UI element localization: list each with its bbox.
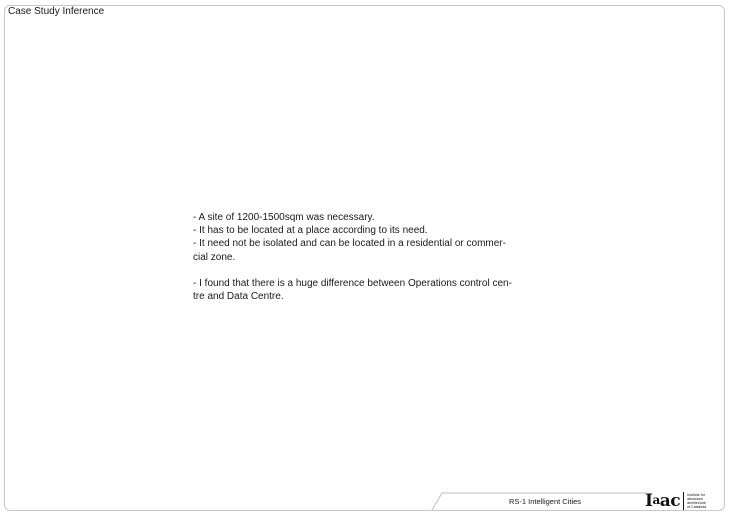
bullet-difference: - I found that there is a huge difference between Operations control cen- tre and Data Centre. [193, 277, 512, 303]
paragraph-gap [193, 264, 533, 277]
bullet-site-size: - A site of 1200-1500sqm was necessary. [193, 212, 375, 223]
footer-label: RS-1 Intelligent Cities [508, 497, 582, 506]
body-text [193, 211, 533, 303]
page-title: Case Study Inference [8, 6, 105, 17]
logo-divider [683, 492, 684, 510]
bullet-residential-zone: - It need not be isolated and can be located in a residential or commer- cial zone. [193, 238, 506, 263]
bullet-location-need: - It has to be located at a place according to its need. [193, 225, 428, 237]
iaac-logo-mark: I a a c [645, 490, 681, 511]
iaac-logo-text: Institute for advanced architecture of Catalonia [687, 492, 707, 510]
iaac-logo [645, 491, 711, 511]
